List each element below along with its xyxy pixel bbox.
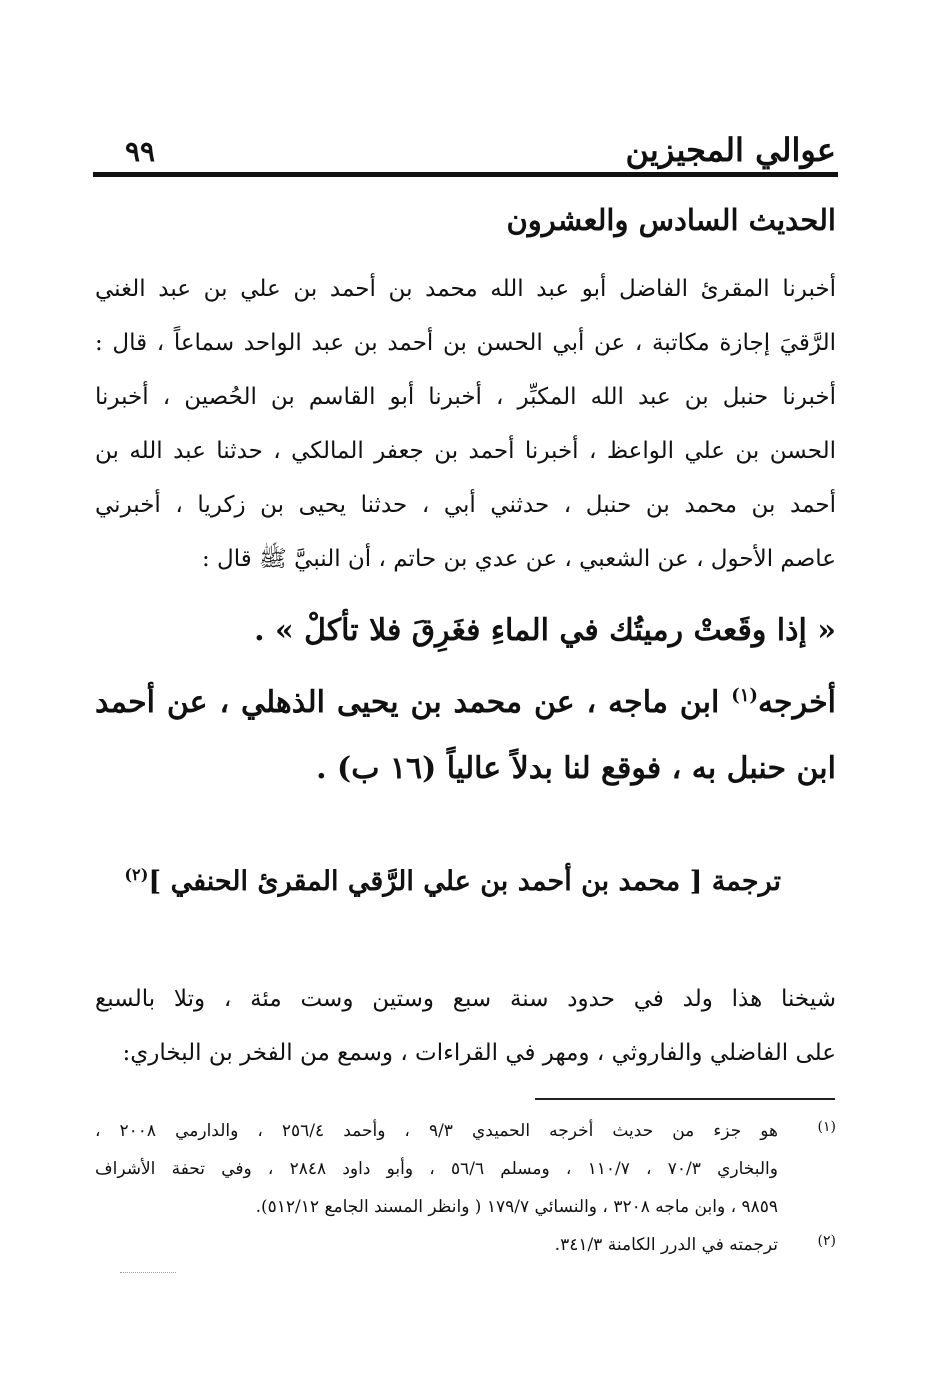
takhrij-line: [95, 670, 836, 736]
biography-heading: [124, 860, 781, 904]
footnotes: [95, 1112, 836, 1264]
isnad-line: عاصم الأحول ، عن الشعبي ، عن عدي بن حاتم ، أن النبيَّ ﷺ قال :: [201, 546, 836, 572]
footnote-separator: [535, 1098, 835, 1100]
footnote-line: ٩٨٥٩ ، وابن ماجه ٣٢٠٨ ، والنسائي ١٧٩/٧ ( وانظر المسند الجامع ٥١٢/١٢).: [255, 1197, 778, 1217]
book-title: عوالي المجيزين: [625, 131, 836, 169]
isnad-line: أحمد بن محمد بن حنبل ، حدثني أبي ، حدثنا يحيى بن زكريا ، أخبرني: [95, 492, 836, 518]
isnad-line: أخبرنا المقرئ الفاضل أبو عبد الله محمد بن أحمد بن علي بن عبد الغني: [95, 276, 836, 302]
isnad-line: الحسن بن علي الواعظ ، أخبرنا أحمد بن جعفر المالكي ، حدثنا عبد الله بن: [95, 438, 836, 464]
footnote-2: [95, 1226, 836, 1264]
biography-line: شيخنا هذا ولد في حدود سنة سبع وستين وست مئة ، وتلا بالسبع: [95, 986, 836, 1012]
isnad-line: أخبرنا حنبل بن عبد الله المكبِّر ، أخبرنا أبو القاسم بن الحُصين ، أخبرنا: [95, 384, 836, 410]
footnote-line: هو جزء من حديث أخرجه الحميدي ٩/٣ ، وأحمد ٢٥٦/٤ ، والدارمي ٢٠٠٨ ،: [95, 1121, 778, 1141]
footnote-1: [95, 1112, 836, 1226]
scan-artifact: [120, 1272, 176, 1274]
takhrij-line: ابن حنبل به ، فوقع لنا بدلاً عالياً (١٦ ب) .: [316, 751, 836, 786]
footnote-marker: (١): [817, 1119, 836, 1135]
hadith-section-heading: الحديث السادس والعشرون: [506, 203, 836, 237]
footnote-reference-2[interactable]: (٢): [124, 865, 149, 884]
footnote-line: ترجمته في الدرر الكامنة ٣٤١/٣.: [554, 1235, 778, 1255]
isnad-line: الرَّقيَ إجازة مكاتبة ، عن أبي الحسن بن أحمد بن عبد الواحد سماعاً ، قال :: [95, 330, 836, 356]
isnad-paragraph: [95, 262, 836, 586]
biography-heading-text: ترجمة [ محمد بن أحمد بن علي الرَّقي المقرئ الحنفي ]: [148, 866, 781, 897]
footnote-reference-1[interactable]: (١): [731, 685, 758, 706]
page-number: ٩٩: [125, 135, 156, 168]
header-rule: [93, 172, 838, 177]
hadith-text: « إذا وقَعتْ رميتُك في الماءِ فغَرِقَ فلا تأكلْ » .: [254, 613, 836, 648]
running-header: [95, 128, 836, 176]
biography-paragraph: [95, 972, 836, 1080]
takhrij-rest: ابن ماجه ، عن محمد بن يحيى الذهلي ، عن أحمد: [95, 685, 732, 720]
footnote-line: والبخاري ٧٠/٣ ، ١١٠/٧ ، ومسلم ٥٦/٦ ، وأبو داود ٢٨٤٨ ، وفي تحفة الأشراف: [95, 1159, 778, 1179]
biography-line: على الفاضلي والفاروثي ، ومهر في القراءات ، وسمع من الفخر بن البخاري:: [122, 1040, 836, 1066]
takhrij-lead: أخرجه: [757, 685, 836, 720]
takhrij-paragraph: [95, 670, 836, 802]
footnote-marker: (٢): [817, 1233, 836, 1249]
